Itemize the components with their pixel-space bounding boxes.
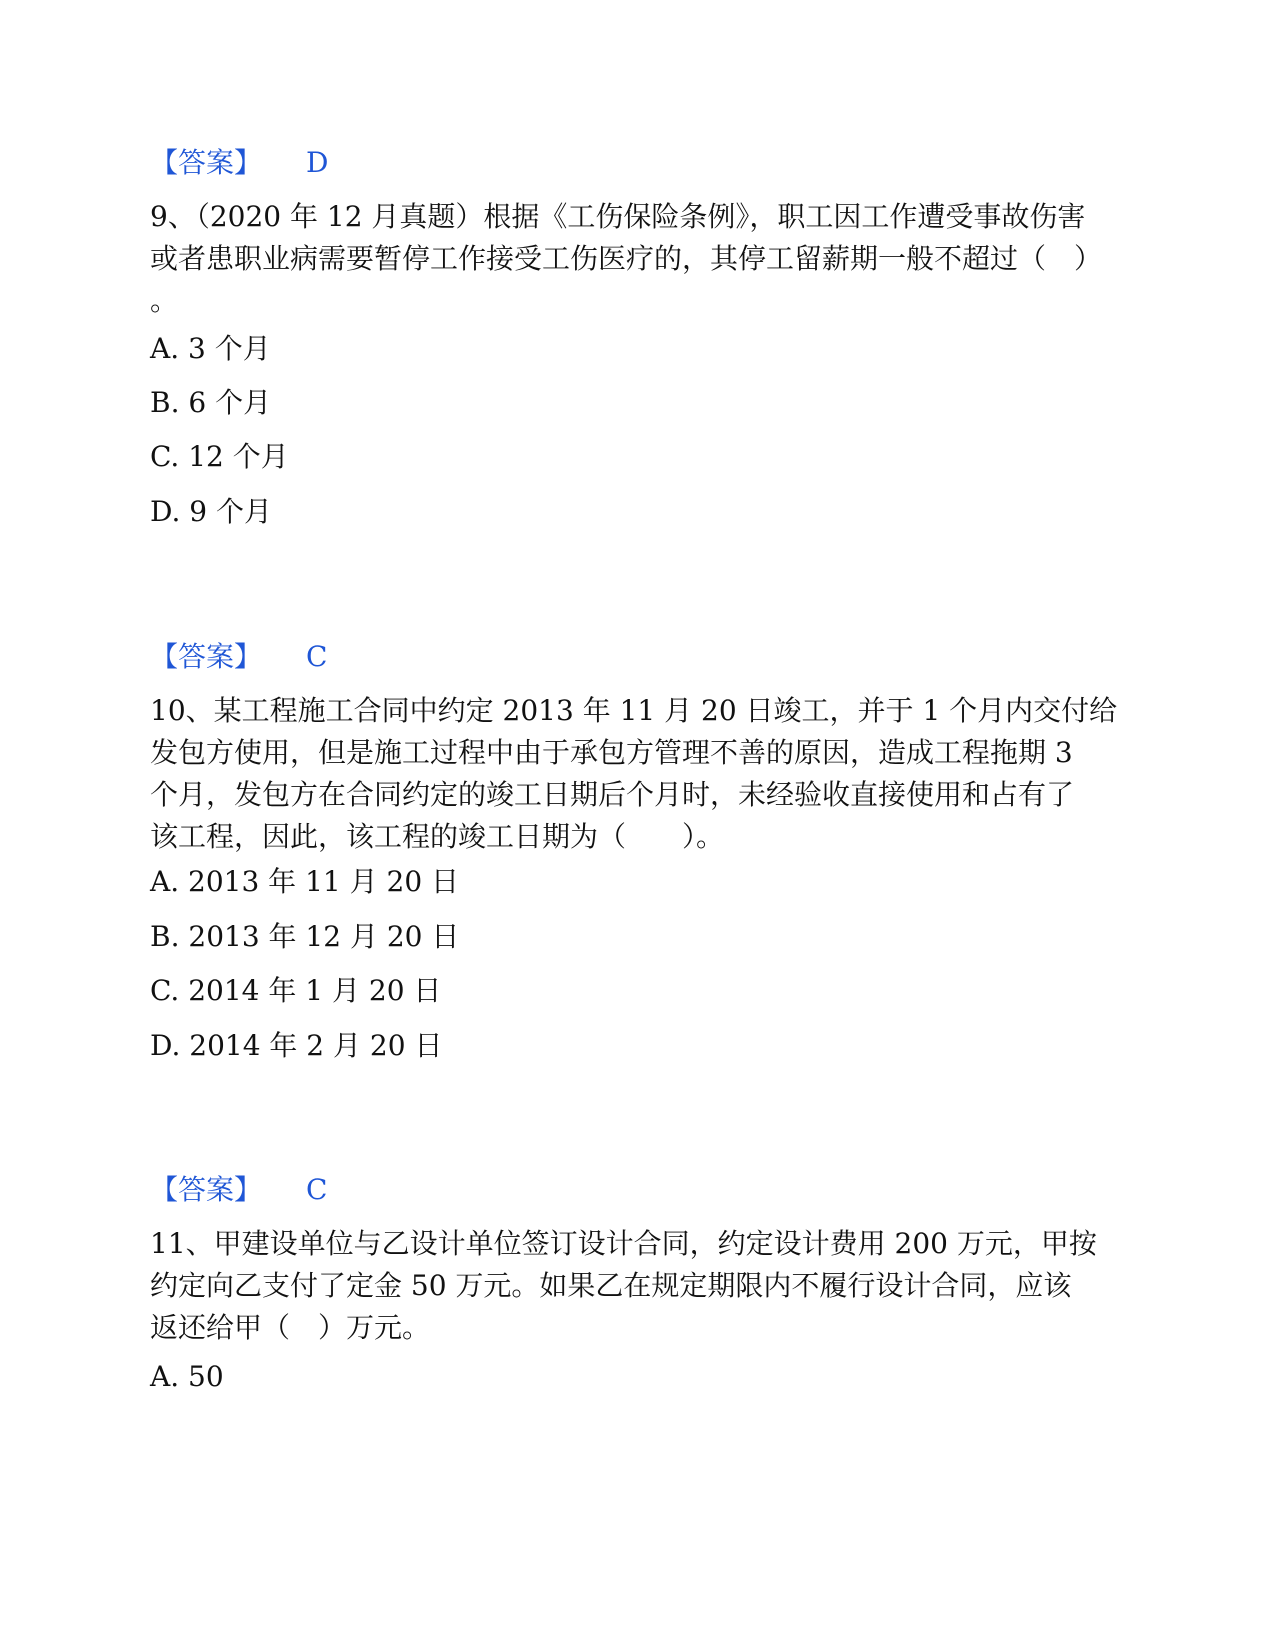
answer-value: C — [306, 640, 328, 673]
question-line: 。 — [150, 284, 179, 317]
answer-label: 【答案】 — [150, 146, 263, 179]
answer-row — [150, 146, 329, 180]
option-b: B. 6 个月 — [150, 386, 272, 419]
question-line: 约定向乙支付了定金 50 万元。如果乙在规定期限内不履行设计合同，应该 — [150, 1269, 1072, 1302]
question-11 — [150, 1223, 1135, 1349]
question-line: 返还给甲（ ）万元。 — [150, 1311, 431, 1344]
answer-label: 【答案】 — [150, 640, 263, 673]
option-a: A. 50 — [150, 1360, 224, 1393]
answer-row — [150, 640, 328, 674]
question-9 — [150, 196, 1135, 322]
option-b: B. 2013 年 12 月 20 日 — [150, 920, 460, 953]
question-10 — [150, 690, 1135, 858]
question-line: 11、甲建设单位与乙设计单位签订设计合同，约定设计费用 200 万元，甲按 — [150, 1227, 1097, 1260]
answer-row — [150, 1173, 328, 1207]
question-line: 个月，发包方在合同约定的竣工日期后个月时，未经验收直接使用和占有了 — [150, 778, 1075, 811]
answer-value: C — [306, 1173, 328, 1206]
option-a: A. 3 个月 — [150, 332, 271, 365]
question-line: 或者患职业病需要暂停工作接受工伤医疗的，其停工留薪期一般不超过（ ） — [150, 242, 1103, 275]
option-a: A. 2013 年 11 月 20 日 — [150, 865, 460, 898]
question-line: 10、某工程施工合同中约定 2013 年 11 月 20 日竣工，并于 1 个月内交付给 — [150, 694, 1118, 727]
option-c: C. 12 个月 — [150, 440, 289, 473]
question-line: 该工程，因此，该工程的竣工日期为（ ）。 — [150, 820, 725, 853]
option-d: D. 9 个月 — [150, 495, 272, 528]
question-line: 发包方使用，但是施工过程中由于承包方管理不善的原因，造成工程拖期 3 — [150, 736, 1073, 769]
option-d: D. 2014 年 2 月 20 日 — [150, 1029, 443, 1062]
question-line: 9、（2020 年 12 月真题）根据《工伤保险条例》，职工因工作遭受事故伤害 — [150, 200, 1086, 233]
answer-value: D — [306, 146, 329, 179]
answer-label: 【答案】 — [150, 1173, 263, 1206]
option-c: C. 2014 年 1 月 20 日 — [150, 974, 442, 1007]
